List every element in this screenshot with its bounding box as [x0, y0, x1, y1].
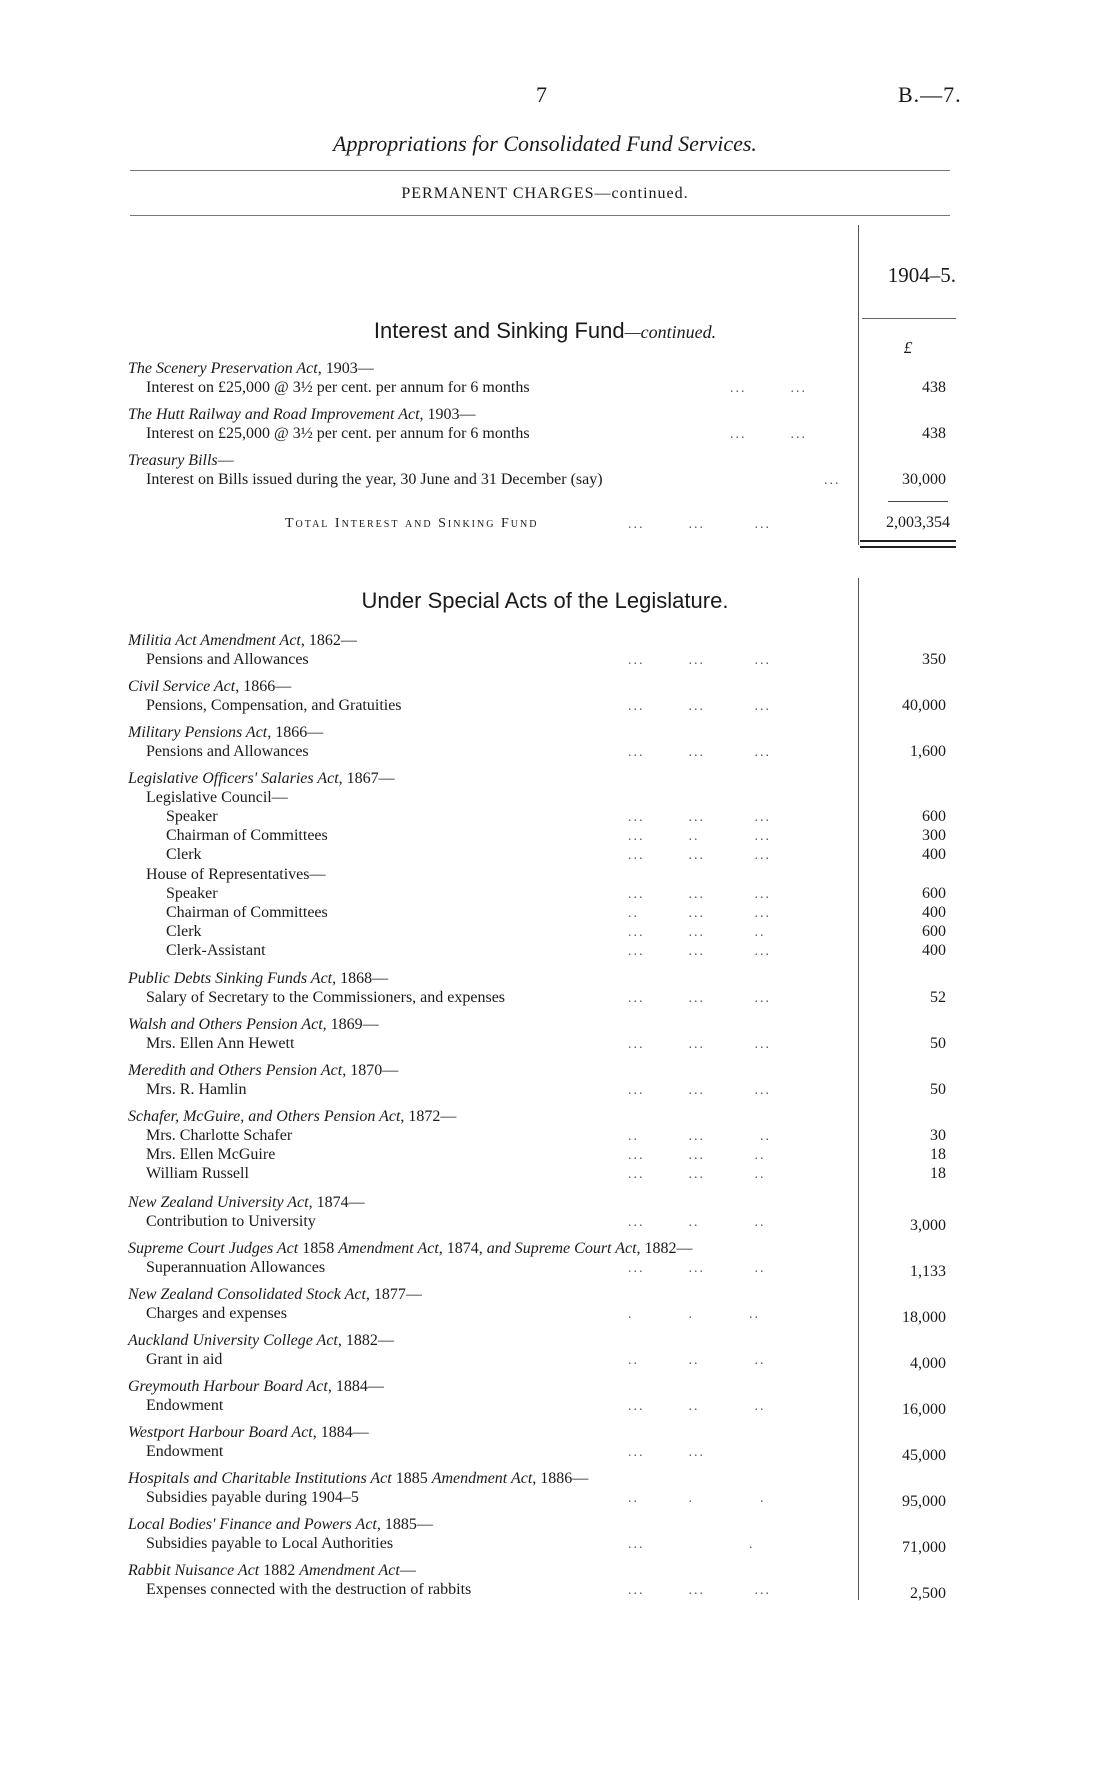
line-item-amount: 350: [922, 651, 946, 668]
line-item-label: Subsidies payable to Local Authorities: [146, 1535, 394, 1552]
leader-dots: ... ... ..: [628, 1148, 766, 1163]
line-item-amount: 18: [930, 1146, 946, 1163]
line-item-amount: 600: [922, 808, 946, 825]
leader-dots: ... ...: [628, 1445, 705, 1460]
line-item-amount: 30: [930, 1127, 946, 1144]
line-item-label: Speaker: [166, 808, 218, 825]
currency-symbol: £: [903, 338, 913, 357]
line-item-amount: 40,000: [902, 697, 946, 714]
section-heading: PERMANENT CHARGES—continued.: [401, 185, 689, 202]
line-item-label: Mrs. Charlotte Schafer: [146, 1127, 293, 1144]
line-item-amount: 600: [922, 923, 946, 940]
act-heading: Public Debts Sinking Funds Act, 1868—: [128, 970, 389, 987]
line-item-label: Clerk-Assistant: [166, 942, 266, 959]
line-item-amount: 71,000: [902, 1539, 946, 1556]
leader-dots: ... ... ...: [628, 1083, 771, 1098]
leader-dots: ... ... ...: [628, 517, 771, 532]
line-item-label: Salary of Secretary to the Commissioners, and expenses: [146, 989, 506, 1006]
line-item-amount: 438: [922, 425, 946, 442]
leader-dots: .. ... ..: [628, 1129, 771, 1144]
act-heading: New Zealand University Act, 1874—: [128, 1194, 365, 1211]
act-heading: Walsh and Others Pension Act, 1869—: [128, 1016, 379, 1033]
leader-dots: ... ...: [730, 427, 807, 442]
act-heading: New Zealand Consolidated Stock Act, 1877—: [128, 1286, 422, 1303]
leader-dots: ... ... ...: [628, 699, 771, 714]
act-heading: Military Pensions Act, 1866—: [128, 724, 324, 741]
line-item-label: Endowment: [146, 1443, 224, 1460]
line-item-label: Endowment: [146, 1397, 224, 1414]
act-heading: Rabbit Nuisance Act 1882 Amendment Act—: [128, 1562, 416, 1579]
line-item-amount: 3,000: [910, 1217, 946, 1234]
leader-dots: ... ... ..: [628, 1261, 766, 1276]
line-item-amount: 2,500: [910, 1585, 946, 1602]
line-item-label: William Russell: [146, 1165, 249, 1182]
line-item-label: Chairman of Committees: [166, 827, 328, 844]
leader-dots: ... .. ...: [628, 829, 771, 844]
act-heading: The Hutt Railway and Road Improvement Act, 1903—: [128, 406, 476, 423]
line-item-label: Chairman of Committees: [166, 904, 328, 921]
line-item-label: Pensions and Allowances: [146, 743, 309, 760]
line-item-label: Clerk: [166, 923, 202, 940]
page-title: Appropriations for Consolidated Fund Services.: [333, 131, 757, 156]
leader-dots: ... ... ...: [628, 848, 771, 863]
leader-dots: ... ... ...: [628, 1037, 771, 1052]
line-item-label: Interest on Bills issued during the year, 30 June and 31 December (say): [146, 471, 603, 488]
leader-dots: ...: [824, 473, 841, 488]
act-heading: Schafer, McGuire, and Others Pension Act, 1872—: [128, 1108, 457, 1125]
act-heading: Local Bodies' Finance and Powers Act, 1885—: [128, 1516, 433, 1533]
line-item-amount: 50: [930, 1081, 946, 1098]
line-item-label: Interest on £25,000 @ 3½ per cent. per annum for 6 months: [146, 379, 530, 396]
subhead-label: House of Representatives—: [146, 866, 326, 883]
leader-dots: ... ... ..: [628, 925, 766, 940]
leader-dots: .. .. ..: [628, 1353, 766, 1368]
line-item-label: Mrs. R. Hamlin: [146, 1081, 247, 1098]
line-item-label: Interest on £25,000 @ 3½ per cent. per annum for 6 months: [146, 425, 530, 442]
line-item-amount: 400: [922, 942, 946, 959]
total-label: Total Interest and Sinking Fund: [285, 516, 539, 531]
subtotal-rule: [888, 501, 948, 502]
interest-section-title: Interest and Sinking Fund—continued.: [373, 318, 717, 343]
line-item-amount: 18: [930, 1165, 946, 1182]
line-item-amount: 30,000: [902, 471, 946, 488]
line-item-amount: 438: [922, 379, 946, 396]
line-item-amount: 400: [922, 846, 946, 863]
line-item-label: Pensions, Compensation, and Gratuities: [146, 697, 402, 714]
act-heading: Westport Harbour Board Act, 1884—: [128, 1424, 369, 1441]
column-divider-top: [858, 225, 859, 545]
line-item-label: Superannuation Allowances: [146, 1259, 326, 1276]
line-item-label: Mrs. Ellen McGuire: [146, 1146, 276, 1163]
line-item-label: Speaker: [166, 885, 218, 902]
act-heading: Legislative Officers' Salaries Act, 1867—: [128, 770, 395, 787]
line-item-amount: 50: [930, 1035, 946, 1052]
leader-dots: ... ... ..: [628, 1167, 766, 1182]
leader-dots: ... .: [628, 1537, 755, 1552]
leader-dots: . . ..: [628, 1307, 760, 1322]
line-item-amount: 4,000: [910, 1355, 946, 1372]
line-item-amount: 1,133: [910, 1263, 946, 1280]
leader-dots: .. . .: [628, 1491, 766, 1506]
line-item-label: Expenses connected with the destruction of rabbits: [146, 1581, 472, 1598]
act-heading: Meredith and Others Pension Act, 1870—: [128, 1062, 399, 1079]
act-heading: The Scenery Preservation Act, 1903—: [128, 360, 374, 377]
leader-dots: ... ... ...: [628, 944, 771, 959]
act-heading: Supreme Court Judges Act 1858 Amendment Act, 1874, and Supreme Court Act, 1882—: [128, 1240, 693, 1257]
special-acts-title: Under Special Acts of the Legislature.: [361, 588, 729, 613]
leader-dots: ... ... ...: [628, 810, 771, 825]
line-item-amount: 400: [922, 904, 946, 921]
act-heading: Civil Service Act, 1866—: [128, 678, 292, 695]
section-rule: [130, 215, 950, 216]
page-reference: B.—7.: [898, 82, 962, 107]
leader-dots: ... ... ...: [628, 653, 771, 668]
line-item-label: Clerk: [166, 846, 202, 863]
line-item-amount: 1,600: [910, 743, 946, 760]
act-heading: Hospitals and Charitable Institutions Act 1885 Amendment Act, 1886—: [128, 1470, 589, 1487]
leader-dots: ... .. ..: [628, 1399, 766, 1414]
total-amount: 2,003,354: [886, 514, 950, 531]
line-item-amount: 95,000: [902, 1493, 946, 1510]
line-item-label: Grant in aid: [146, 1351, 223, 1368]
page-number: 7: [536, 82, 547, 107]
leader-dots: .. ... ...: [628, 906, 771, 921]
act-heading: Greymouth Harbour Board Act, 1884—: [128, 1378, 384, 1395]
line-item-label: Contribution to University: [146, 1213, 316, 1230]
line-item-amount: 52: [930, 989, 946, 1006]
act-heading: Auckland University College Act, 1882—: [128, 1332, 394, 1349]
total-double-rule: [860, 540, 956, 548]
line-item-label: Subsidies payable during 1904–5: [146, 1489, 359, 1506]
leader-dots: ... ... ...: [628, 745, 771, 760]
leader-dots: ... .. ..: [628, 1215, 766, 1230]
line-item-label: Pensions and Allowances: [146, 651, 309, 668]
line-item-label: Mrs. Ellen Ann Hewett: [146, 1035, 295, 1052]
leader-dots: ... ...: [730, 381, 807, 396]
act-heading: Militia Act Amendment Act, 1862—: [128, 632, 357, 649]
line-item-amount: 18,000: [902, 1309, 946, 1326]
subhead-label: Legislative Council—: [146, 789, 288, 806]
line-item-label: Charges and expenses: [146, 1305, 287, 1322]
title-rule: [130, 170, 950, 171]
column-divider-bottom: [858, 578, 859, 1600]
line-item-amount: 300: [922, 827, 946, 844]
act-heading: Treasury Bills—: [128, 452, 234, 469]
leader-dots: ... ... ...: [628, 1583, 771, 1598]
line-item-amount: 600: [922, 885, 946, 902]
year-column-header: 1904–5.: [887, 263, 956, 287]
line-item-amount: 45,000: [902, 1447, 946, 1464]
line-item-amount: 16,000: [902, 1401, 946, 1418]
leader-dots: ... ... ...: [628, 887, 771, 902]
leader-dots: ... ... ...: [628, 991, 771, 1006]
